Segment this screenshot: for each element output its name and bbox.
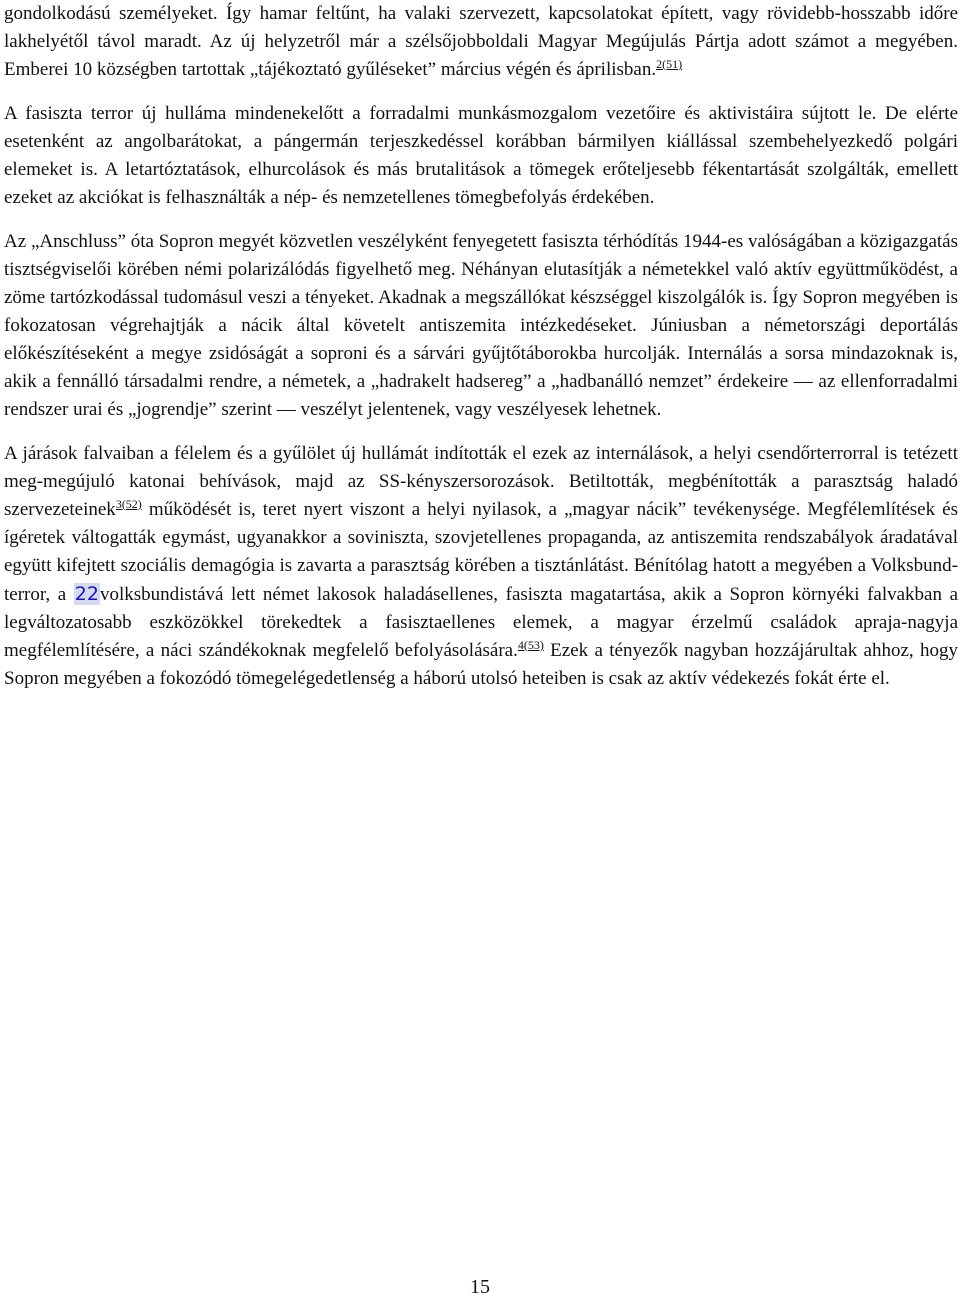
footnote-ref-2[interactable]: 2(51)	[656, 57, 683, 71]
paragraph-4-text-a: A járások falvaiban a félelem és a gyűlölet új hullámát indították el ezek az internálások, a helyi csendőrterrorral is tetézett meg-megújuló katonai behívások, majd az SS-kényszersorozások. Betiltották, megbénították a parasztság haladó szervezeteinek	[4, 443, 958, 520]
paragraph-1	[4, 0, 958, 84]
footnote-ref-3[interactable]: 3(52)	[115, 497, 142, 511]
paragraph-4-text-c: volksbundistává lett német lakosok haladásellenes, fasiszta magatartása, akik a Sopron környéki falvakban a legváltozatosabb eszközökkel törekedtek a fasisztaellenes elemek, a magyar érzelmű családok apraja-nagyja megfélemlítésére, a náci szándékoknak megfelelő befolyásolására.	[4, 584, 959, 661]
document-body	[4, 0, 958, 693]
page-number: 15	[470, 1276, 490, 1298]
paragraph-4-text-d: Ezek a tényezők nagyban hozzájárultak ahhoz, hogy Sopron megyében a fokozódó tömegelégedetlenség a háború utolsó heteiben is csak az aktív védekezés fokát érte el.	[4, 640, 958, 689]
paragraph-3: Az „Anschluss” óta Sopron megyét közvetlen veszélyként fenyegetett fasiszta térhódítás 1944-es valóságában a közigazgatás tisztségviselői körében némi polarizálódás figyelhető meg. Néhányan elutasítják a németekkel való aktív együttműködést, a zöme tartózkodással tudomásul veszi a tényeket. Akadnak a megszállókat készséggel kiszolgálók is. Így Sopron megyében is fokozatosan végrehajtják a nácik által követelt antiszemita intézkedéseket. Júniusban a németországi deportálás előkészítéseként a megye zsidóságát a soproni és a sárvári gyűjtőtáborokba hurcolják. Internálás a sorsa mindazoknak is, akik a fennálló társadalmi rendre, a németek, a „hadrakelt hadsereg” a „hadbanálló nemzet” érdekeire — az ellenforradalmi rendszer urai és „jogrendje” szerint — veszélyt jelentenek, vagy veszélyesek lehetnek.	[4, 231, 958, 420]
paragraph-1-text: gondolkodású személyeket. Így hamar feltűnt, ha valaki szervezett, kapcsolatokat épített, vagy rövidebb-hosszabb időre lakhelyétől távol maradt. Az új helyzetről már a szélsőjobboldali Magyar Megújulás Pártja adott számot a megyében. Emberei 10 községben tartottak „tájékoztató gyűléseket” március végén és áprilisban.	[4, 3, 958, 80]
footnote-ref-4[interactable]: 4(53)	[517, 638, 544, 652]
paragraph-2: A fasiszta terror új hulláma mindenekelőtt a forradalmi munkásmozgalom vezetőire és aktivistáira sújtott le. De elérte esetenként az angolbarátokat, a pángermán terjeszkedéssel korábban bármilyen kiállással szembehelyezkedő polgári elemeket is. A letartóztatások, elhurcolások és más brutalitások a tömegek erőteljesebb fékentartását szolgálták, emellett ezeket az akciókat is felhasználták a nép- és nemzetellenes tömegbefolyás érdekében.	[4, 103, 958, 208]
paragraph-4	[4, 440, 958, 693]
paragraph-4-text-b: működését is, teret nyert viszont a helyi nyilasok, a „magyar nácik” tevékenysége. Megfélemlítések és ígéretek váltogatták egymást, ugyanakkor a soviniszta, szovjetellenes propaganda, az antiszemita rendszabályok áradatával együtt kifejtett szociális demagógia is zavarta a parasztság körében a tisztánlátást. Bénítólag hatott a megyében a Volksbund-terror, a	[4, 499, 958, 605]
page-link-22[interactable]: 22	[74, 583, 99, 605]
